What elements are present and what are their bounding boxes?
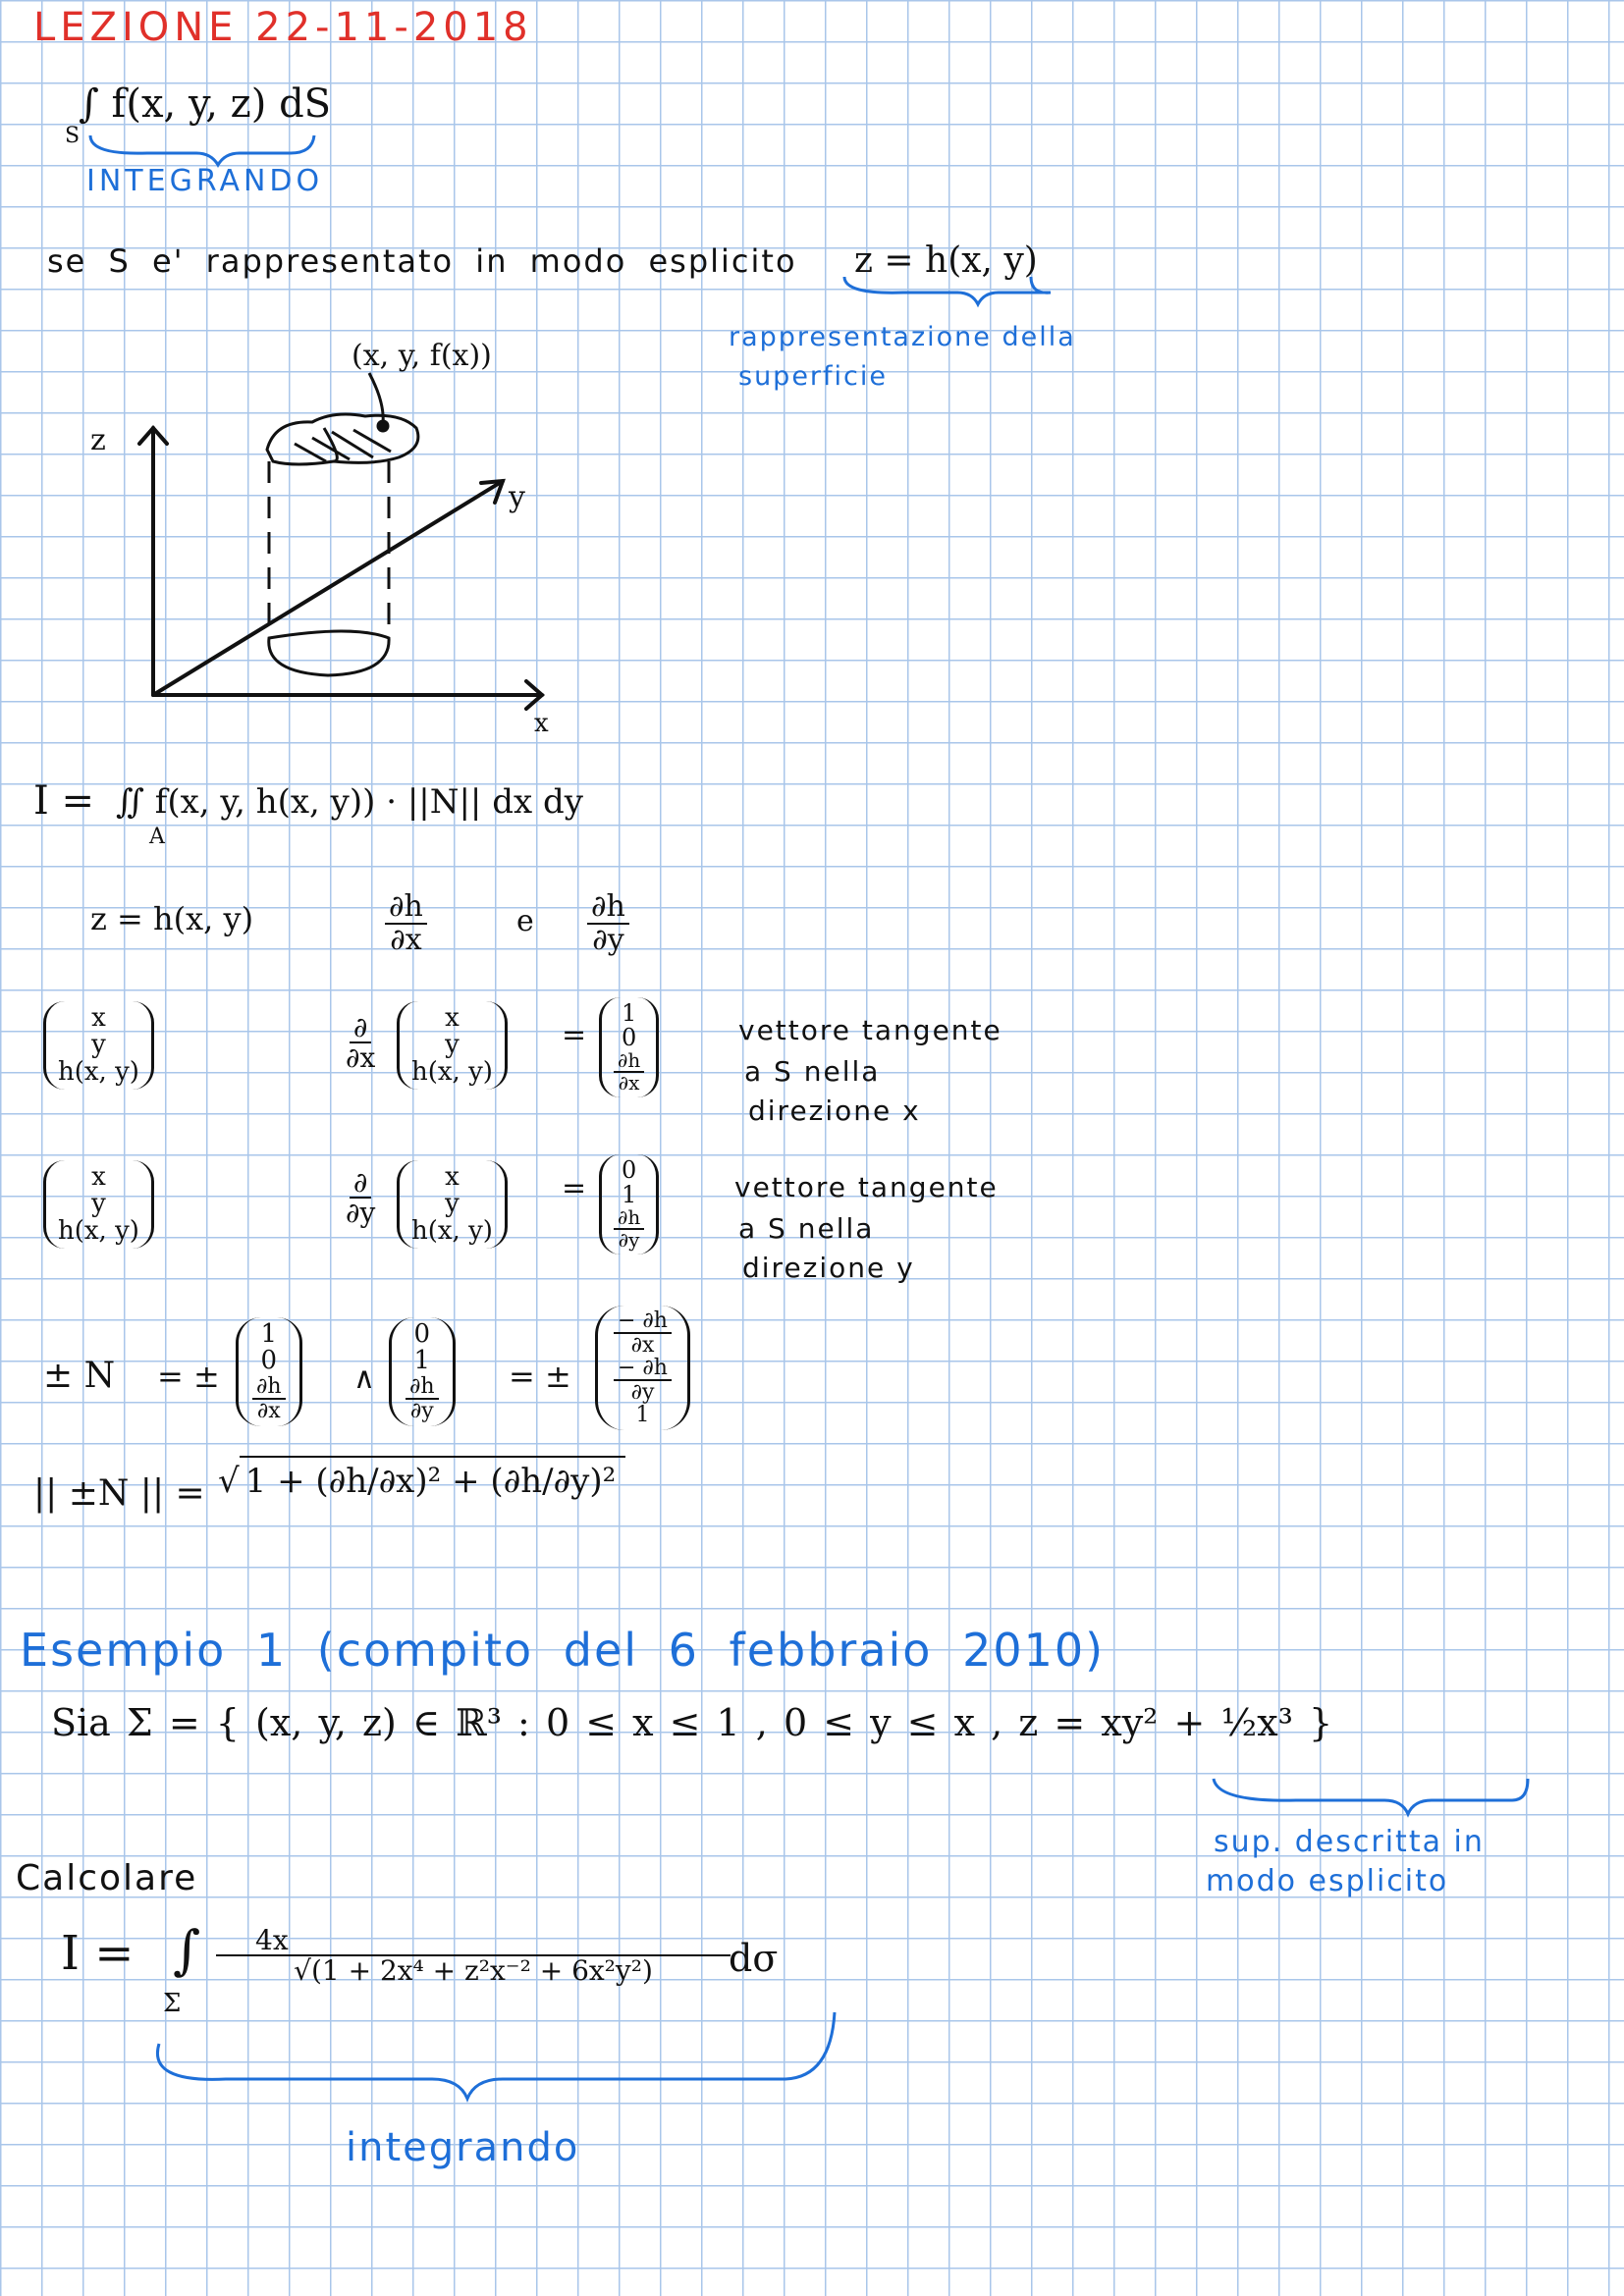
equals-sign-x: = [562,1018,587,1052]
y-axis-line [153,481,503,695]
normal-factor-2: 0 1 $\frac{\partial h}{\partial y}$ [389,1317,456,1426]
partials-and: e [516,904,534,938]
representation-note-line2: superficie [738,361,888,392]
example-I-integral-sign: ∫ [173,1919,201,1981]
normal-eq1: = ± [157,1358,220,1395]
example-integrand-label: integrando [346,2125,580,2170]
set-definition: Sia Σ = { (x, y, z) ∈ ℝ³ : 0 ≤ x ≤ 1 , 0 ≤ y ≤ x , z = xy² + ½x³ } [51,1701,1333,1744]
position-vector-x: x y h(x, y) [43,1001,154,1090]
wedge-operator: ∧ [353,1362,375,1396]
tangent-x-note-line2: a S nella [744,1055,881,1088]
norm-radicand: 1 + (∂h/∂x)² + (∂h/∂y)² [240,1456,626,1501]
domain-region-ellipse [269,631,389,675]
example-I-fraction: $\frac{4x}{\text{√(1 + 2x⁴ + z²x⁻² + 6x²y²)}}$ [216,1926,731,1986]
figure-axis-y-label: y [509,480,525,514]
partial-dh-dy: $\frac{\partial h}{\partial y}$ [587,891,629,955]
position-vector-y: x y h(x, y) [43,1160,154,1249]
tangent-vector-y: 0 1 $\frac{\partial h}{\partial y}$ [599,1154,659,1255]
derivative-operator-x: $\frac{\partial}{\partial x}$ [346,1011,376,1075]
norm-radical: √ 1 + (∂h/∂x)² + (∂h/∂y)² [218,1465,625,1498]
set-brace [1214,1779,1528,1814]
normal-result: $\frac{- \partial h}{\partial x}$ $\frac{- \partial h}{\partial y}$ 1 [595,1306,690,1430]
example-heading: Esempio 1 (compito del 6 febbraio 2010) [20,1624,1106,1677]
tangent-y-note-line2: a S nella [738,1212,875,1245]
explicit-surface-note-line1: sup. descritta in [1214,1825,1485,1859]
derivative-vector-y: x y h(x, y) [397,1160,508,1249]
partials-z-eq: z = h(x, y) [90,900,254,937]
explicit-equation: z = h(x, y) [854,240,1038,281]
representation-note-line1: rappresentazione della [729,322,1076,352]
derivative-operator-y: $\frac{\partial}{\partial y}$ [346,1166,376,1230]
figure-point-label: (x, y, f(x)) [352,339,492,373]
tangent-x-note-line3: direzione x [748,1095,921,1127]
partial-dh-dx: $\frac{\partial h}{\partial x}$ [385,891,427,955]
normal-lhs: ± N [43,1356,116,1396]
equals-sign-y: = [562,1171,587,1205]
explicit-sentence: se S e' rappresentato in modo esplicito [47,242,797,280]
tangent-vector-x: 1 0 $\frac{\partial h}{\partial x}$ [599,997,659,1097]
example-I-dsigma: dσ [729,1937,779,1980]
surface-integral: ∫ f(x, y, z) dS [79,81,332,127]
explicit-eq-brace [844,277,1051,304]
surface-patch [267,373,418,464]
page-title: LEZIONE 22-11-2018 [33,5,533,50]
example-I-lhs: I = [61,1926,135,1981]
figure-axis-z-label: z [90,423,106,457]
normal-factor-1: 1 0 $\frac{\partial h}{\partial x}$ [236,1317,302,1426]
integral-brace [157,2012,835,2099]
axes-3d [139,428,542,709]
normal-eq2: = ± [509,1358,571,1395]
tangent-x-note-line1: vettore tangente [738,1014,1002,1046]
formula-I-subscript: A [149,825,165,849]
norm-lhs: || ±N || = [33,1473,205,1514]
tangent-y-note-line1: vettore tangente [734,1171,999,1203]
figure-axis-x-label: x [534,709,549,738]
example-I-subscript: Σ [163,1989,182,2018]
integrand-label: INTEGRANDO [86,164,324,198]
tangent-y-note-line3: direzione y [742,1252,915,1284]
surface-integral-subscript: S [65,124,81,148]
formula-I-lhs: I = [33,778,95,824]
integrand-brace [90,135,314,165]
explicit-surface-note-line2: modo esplicito [1206,1864,1449,1898]
calcolare-label: Calcolare [16,1858,198,1898]
formula-I-body: ∬ f(x, y, h(x, y)) · ||N|| dx dy [116,782,583,822]
derivative-vector-x: x y h(x, y) [397,1001,508,1090]
